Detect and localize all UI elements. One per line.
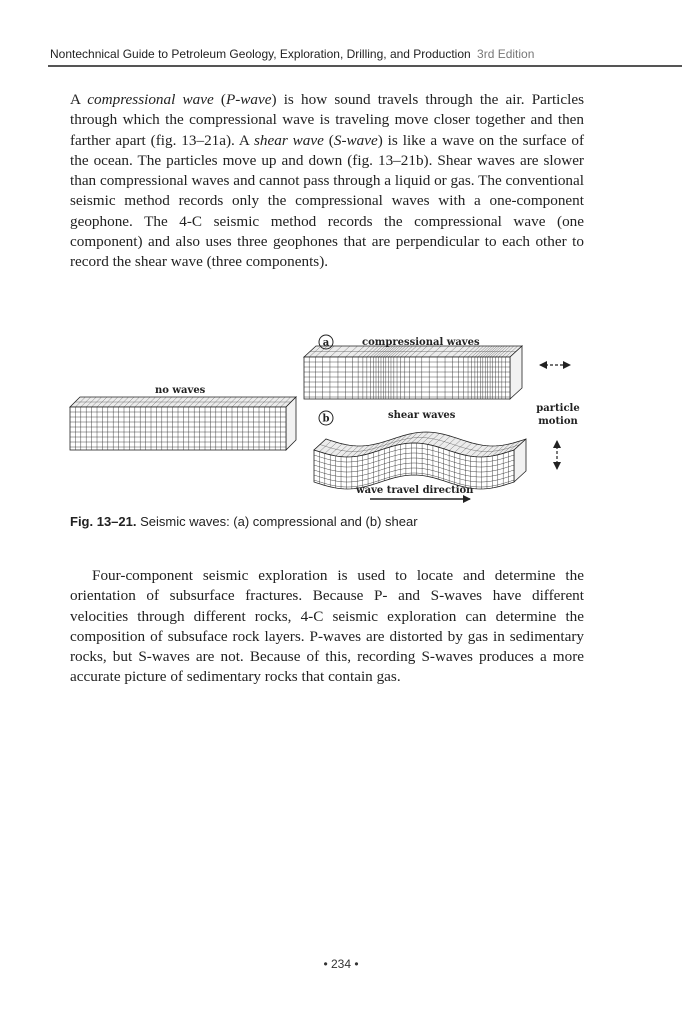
shear-waves-block	[314, 432, 526, 489]
running-header	[50, 47, 534, 61]
paragraph-waves: A compressional wave (P-wave) is how sound travels through the air. Particles through which the compressional wave is traveling move closer together and then farther apart (fig. 13–21a). A shear wave (S-wave) is like a wave on the surface of the ocean. The particles move up and down (fig. 13–21b). Shear waves are slower than compressional waves and cannot pass through a liquid or gas. The conventional seismic method records only the compressional waves with a one-component geophone. The 4-C seismic method records the compressional wave (one component) and also uses three geophones that are perpendicular to each other to record the shear wave (three components).	[70, 91, 585, 271]
page-number: • 234 •	[323, 957, 359, 971]
wave-travel-direction-label: wave travel direction	[356, 485, 474, 496]
term-s-wave: S-wave	[333, 131, 378, 149]
shear-waves-label: shear waves	[388, 410, 456, 421]
figure-caption	[70, 514, 418, 529]
compressional-waves-label: compressional waves	[362, 337, 480, 348]
seismic-waves-figure	[60, 325, 600, 510]
caption-label: Fig. 13–21.	[70, 514, 137, 529]
caption-text: Seismic waves: (a) compressional and (b) shear	[136, 514, 418, 529]
compressional-waves-block	[304, 346, 522, 399]
no-waves-block	[70, 397, 296, 450]
particle-label: particle	[536, 403, 580, 414]
label-a: a	[322, 337, 330, 349]
motion-label: motion	[538, 416, 578, 427]
term-shear-wave: shear wave	[253, 131, 324, 149]
paragraph-four-component: Four-component seismic exploration is used to locate and determine the orientation of subsurface fractures. Because P- and S-waves have different velocities through different rocks, 4-C seismic exploration can determine the composition of subsuface rock layers. P-waves are distorted by gas in sedimentary rocks, but S-waves are not. Because of this, recording S-waves produces a more accurate picture of sedimentary rocks that contain gas.	[70, 567, 584, 686]
header-rule	[48, 65, 682, 67]
edition-label: 3rd Edition	[477, 47, 535, 61]
term-p-wave: P-wave	[225, 91, 272, 108]
label-b: b	[322, 413, 330, 425]
book-title: Nontechnical Guide to Petroleum Geology, Exploration, Drilling, and Production	[50, 47, 471, 61]
term-compressional-wave: compressional wave	[87, 91, 214, 108]
no-waves-label: no waves	[155, 385, 206, 396]
